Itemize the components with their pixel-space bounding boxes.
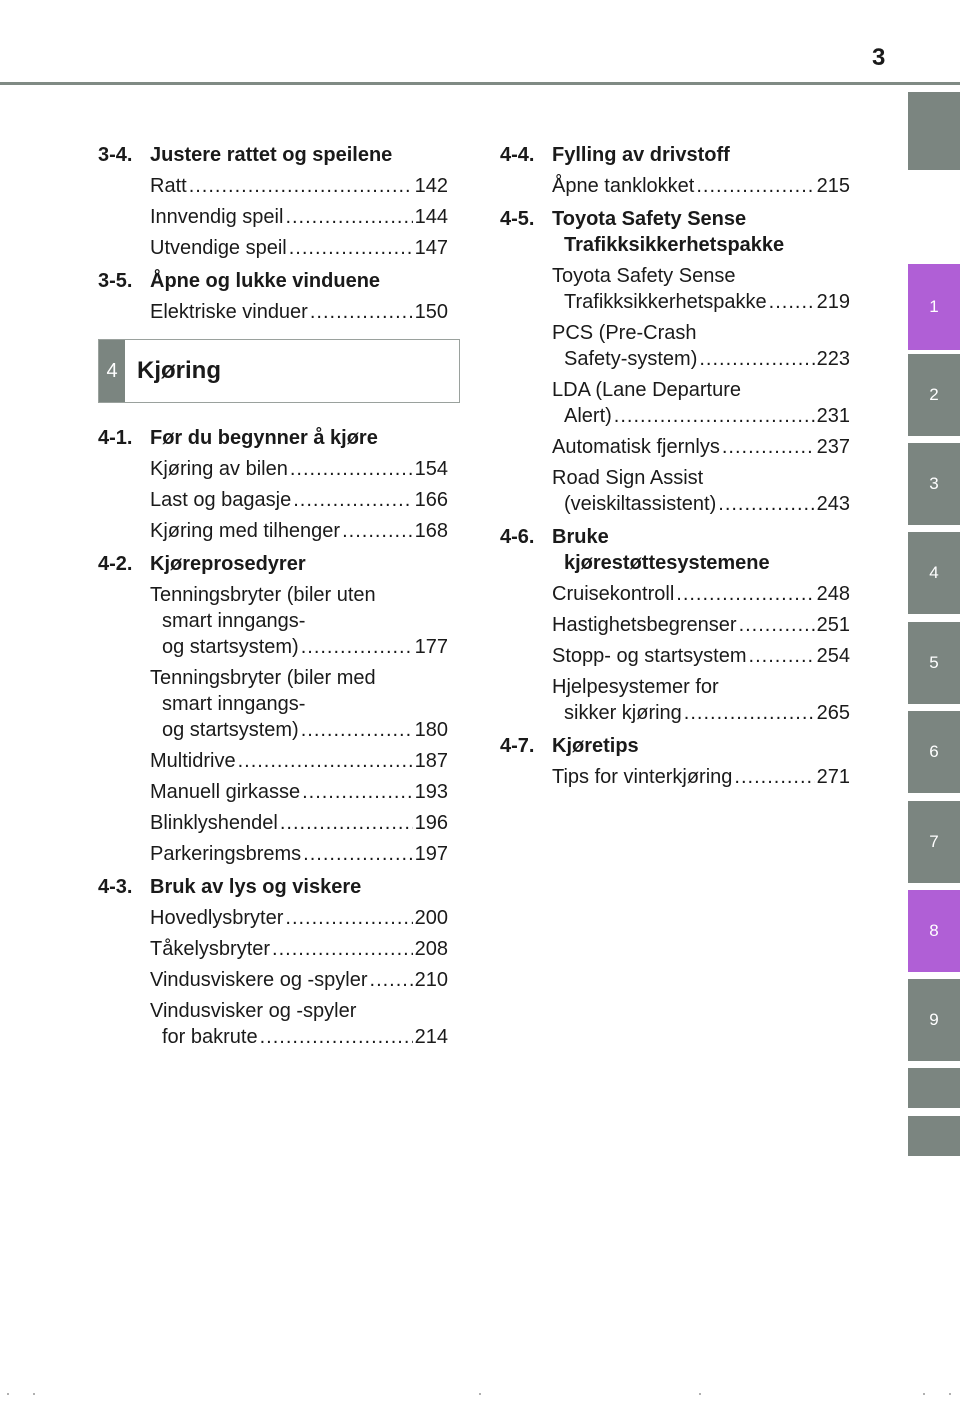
- toc-entry[interactable]: [552, 612, 850, 638]
- toc-entry-text: sikker kjøring: [564, 702, 682, 724]
- chapter-title: Kjøring: [137, 357, 221, 384]
- toc-entry-text: og startsystem): [162, 719, 299, 741]
- toc-entry-text: Innvendig speil: [150, 206, 284, 228]
- toc-entry-text: Tenningsbryter (biler med: [150, 667, 376, 689]
- toc-entry-text: Hovedlysbryter: [150, 907, 284, 929]
- toc-section-heading[interactable]: [500, 206, 850, 258]
- dot-leader: [749, 643, 815, 669]
- toc-page-number: 200: [414, 907, 448, 929]
- toc-entry[interactable]: [150, 518, 448, 544]
- dot-leader: [342, 518, 413, 544]
- chapter-tab-blank[interactable]: [908, 1116, 960, 1156]
- dot-leader: [272, 936, 413, 962]
- toc-entry-text: Parkeringsbrems: [150, 843, 302, 865]
- section-title: Kjøreprosedyrer: [150, 553, 306, 575]
- dot-leader: [739, 612, 815, 638]
- dot-leader: [238, 748, 413, 774]
- toc-section-heading[interactable]: [500, 733, 850, 759]
- chapter-tab-3[interactable]: 3: [908, 443, 960, 525]
- crop-marks: [0, 1392, 960, 1396]
- toc-entry-text: Hastighetsbegrenser: [552, 614, 737, 636]
- chapter-tab-5[interactable]: 5: [908, 622, 960, 704]
- toc-page-number: 142: [414, 175, 448, 197]
- toc-entry[interactable]: [150, 456, 448, 482]
- dot-leader: [280, 810, 413, 836]
- chapter-tab-4[interactable]: 4: [908, 532, 960, 614]
- toc-page-number: 210: [414, 969, 448, 991]
- toc-entry[interactable]: [150, 905, 448, 931]
- toc-page-number: 215: [816, 175, 850, 197]
- toc-entry[interactable]: [150, 998, 448, 1050]
- toc-entry-text: og startsystem): [162, 636, 299, 658]
- dot-leader: [293, 487, 412, 513]
- toc-section: [500, 733, 850, 790]
- toc-section-heading[interactable]: [98, 551, 448, 577]
- chapter-tab-6[interactable]: 6: [908, 711, 960, 793]
- top-rule: [0, 82, 960, 85]
- toc-entry[interactable]: [150, 841, 448, 867]
- dot-leader: [301, 717, 413, 743]
- toc-entry-text: Multidrive: [150, 750, 236, 772]
- dot-leader: [303, 841, 412, 867]
- dot-leader: [676, 581, 814, 607]
- toc-section: [98, 425, 448, 544]
- section-number: 4-7.: [500, 735, 535, 757]
- toc-entry-text: Automatisk fjernlys: [552, 436, 720, 458]
- toc-entry[interactable]: [552, 434, 850, 460]
- section-title: Fylling av drivstoff: [552, 144, 730, 166]
- toc-entry-text: smart inngangs-: [162, 693, 306, 715]
- section-number: 3-5.: [98, 270, 133, 292]
- toc-section: [98, 874, 448, 1050]
- toc-entry[interactable]: [150, 810, 448, 836]
- toc-page-number: 180: [414, 719, 448, 741]
- toc-section: [98, 268, 448, 325]
- dot-leader: [614, 403, 815, 429]
- dot-leader: [289, 235, 413, 261]
- chapter-tab-1[interactable]: 1: [908, 264, 960, 350]
- chapter-tab-7[interactable]: 7: [908, 801, 960, 883]
- section-title: Bruk av lys og viskere: [150, 876, 362, 898]
- toc-entry[interactable]: [150, 204, 448, 230]
- toc-page-number: 237: [816, 436, 850, 458]
- toc-entry-text: Cruisekontroll: [552, 583, 675, 605]
- toc-entry[interactable]: [150, 779, 448, 805]
- toc-page-number: 223: [816, 348, 850, 370]
- dot-leader: [734, 764, 814, 790]
- toc-page-number: 231: [816, 405, 850, 427]
- toc-page-number: 154: [414, 458, 448, 480]
- dot-leader: [310, 299, 413, 325]
- section-number: 4-4.: [500, 144, 535, 166]
- toc-page-number: 251: [816, 614, 850, 636]
- toc-entry-text: Vindusvisker og -spyler: [150, 1000, 357, 1022]
- toc-page-number: 147: [414, 237, 448, 259]
- toc-entry[interactable]: [552, 173, 850, 199]
- dot-leader: [696, 173, 814, 199]
- toc-page-number: 144: [414, 206, 448, 228]
- toc-section: [98, 551, 448, 867]
- dot-leader: [285, 204, 412, 230]
- toc-entry[interactable]: [552, 320, 850, 372]
- toc-entry[interactable]: [552, 764, 850, 790]
- toc-section-heading[interactable]: [500, 142, 850, 168]
- toc-entry-text: Ratt: [150, 175, 187, 197]
- toc-page-number: 243: [816, 493, 850, 515]
- section-number: 4-3.: [98, 876, 133, 898]
- section-title: Før du begynner å kjøre: [150, 427, 378, 449]
- toc-entry-text: Last og bagasje: [150, 489, 292, 511]
- section-number: 4-1.: [98, 427, 133, 449]
- toc-entry-text: Utvendige speil: [150, 237, 287, 259]
- toc-page-number: 214: [414, 1026, 448, 1048]
- section-number: 4-5.: [500, 208, 535, 230]
- toc-entry[interactable]: [552, 377, 850, 429]
- toc-page-number: 219: [816, 291, 850, 313]
- toc-entry-text: smart inngangs-: [162, 610, 306, 632]
- dot-leader: [370, 967, 413, 993]
- section-number: 3-4.: [98, 144, 133, 166]
- dot-leader: [189, 173, 413, 199]
- toc-page-number: 187: [414, 750, 448, 772]
- toc-entry-text: Åpne tanklokket: [552, 175, 695, 197]
- section-number: 4-2.: [98, 553, 133, 575]
- section-number: 4-6.: [500, 526, 535, 548]
- toc-entry-text: Kjøring av bilen: [150, 458, 288, 480]
- dot-leader: [301, 634, 413, 660]
- chapter-tab-blank[interactable]: [908, 92, 960, 170]
- chapter-tab-9[interactable]: 9: [908, 979, 960, 1061]
- toc-page-number: 177: [414, 636, 448, 658]
- toc-entry-text: Safety-system): [564, 348, 698, 370]
- toc-entry-text: Kjøring med tilhenger: [150, 520, 341, 542]
- toc-entry[interactable]: [150, 235, 448, 261]
- toc-entry[interactable]: [150, 967, 448, 993]
- toc-page-number: 168: [414, 520, 448, 542]
- toc-page-number: 150: [414, 301, 448, 323]
- toc-entry-text: Stopp- og startsystem: [552, 645, 747, 667]
- page-number: 3: [872, 44, 886, 71]
- toc-entry[interactable]: [552, 674, 850, 726]
- section-title: Justere rattet og speilene: [150, 144, 393, 166]
- toc-entry[interactable]: [150, 936, 448, 962]
- toc-entry-text: Blinklyshendel: [150, 812, 278, 834]
- dot-leader: [290, 456, 413, 482]
- toc-entry-text: Road Sign Assist: [552, 467, 704, 489]
- toc-section-heading[interactable]: [500, 524, 850, 576]
- toc-entry[interactable]: [552, 643, 850, 669]
- section-title: Toyota Safety Sense Trafikksikkerhetspakke: [552, 208, 785, 256]
- toc-page-number: 271: [816, 766, 850, 788]
- toc-page-number: 197: [414, 843, 448, 865]
- toc-entry-text: (veiskiltassistent): [564, 493, 717, 515]
- toc-section-heading[interactable]: [98, 874, 448, 900]
- toc-entry-text: Tips for vinterkjøring: [552, 766, 733, 788]
- toc-section: [500, 142, 850, 199]
- toc-entry[interactable]: [150, 487, 448, 513]
- toc-entry-text: Tåkelysbryter: [150, 938, 271, 960]
- chapter-heading-box: [98, 339, 460, 403]
- dot-leader: [302, 779, 413, 805]
- toc-section: [98, 142, 448, 261]
- dot-leader: [260, 1024, 413, 1050]
- toc-page-number: 208: [414, 938, 448, 960]
- toc-entry[interactable]: [150, 582, 448, 660]
- section-title: Kjøretips: [552, 735, 639, 757]
- toc-entry[interactable]: [552, 263, 850, 315]
- toc-section-heading[interactable]: [98, 425, 448, 451]
- toc-entry[interactable]: [150, 665, 448, 743]
- toc-entry-text: Toyota Safety Sense: [552, 265, 736, 287]
- chapter-number: 4: [99, 340, 125, 402]
- dot-leader: [285, 905, 412, 931]
- section-title: Åpne og lukke vinduene: [150, 270, 381, 292]
- chapter-tab-blank[interactable]: [908, 1068, 960, 1108]
- toc-page-number: 166: [414, 489, 448, 511]
- toc-section: [500, 206, 850, 517]
- toc-entry-text: LDA (Lane Departure: [552, 379, 742, 401]
- chapter-tab-2[interactable]: 2: [908, 354, 960, 436]
- toc-entry[interactable]: [150, 748, 448, 774]
- toc-section: [500, 524, 850, 726]
- toc-entry-text: for bakrute: [162, 1026, 258, 1048]
- toc-entry-text: Manuell girkasse: [150, 781, 301, 803]
- dot-leader: [684, 700, 815, 726]
- toc-right-column: [500, 142, 850, 797]
- toc-section-heading[interactable]: [98, 142, 448, 168]
- toc-entry-text: Trafikksikkerhetspakke: [564, 291, 767, 313]
- dot-leader: [722, 434, 815, 460]
- toc-entry[interactable]: [150, 173, 448, 199]
- toc-page-number: 196: [414, 812, 448, 834]
- toc-page-number: 193: [414, 781, 448, 803]
- toc-entry-text: Elektriske vinduer: [150, 301, 308, 323]
- toc-entry[interactable]: [150, 299, 448, 325]
- toc-page-number: 254: [816, 645, 850, 667]
- toc-entry[interactable]: [552, 581, 850, 607]
- toc-entry-text: PCS (Pre-Crash: [552, 322, 697, 344]
- dot-leader: [718, 491, 814, 517]
- toc-left-column: [98, 142, 448, 1057]
- toc-entry-text: Vindusviskere og -spyler: [150, 969, 368, 991]
- dot-leader: [699, 346, 814, 372]
- toc-section-heading[interactable]: [98, 268, 448, 294]
- toc-page-number: 265: [816, 702, 850, 724]
- toc-entry-text: Tenningsbryter (biler uten: [150, 584, 376, 606]
- toc-entry-text: Hjelpesystemer for: [552, 676, 719, 698]
- chapter-tab-8[interactable]: 8: [908, 890, 960, 972]
- section-title: Bruke kjørestøttesystemene: [552, 526, 770, 574]
- toc-entry-text: Alert): [564, 405, 612, 427]
- dot-leader: [769, 289, 815, 315]
- toc-page-number: 248: [816, 583, 850, 605]
- toc-entry[interactable]: [552, 465, 850, 517]
